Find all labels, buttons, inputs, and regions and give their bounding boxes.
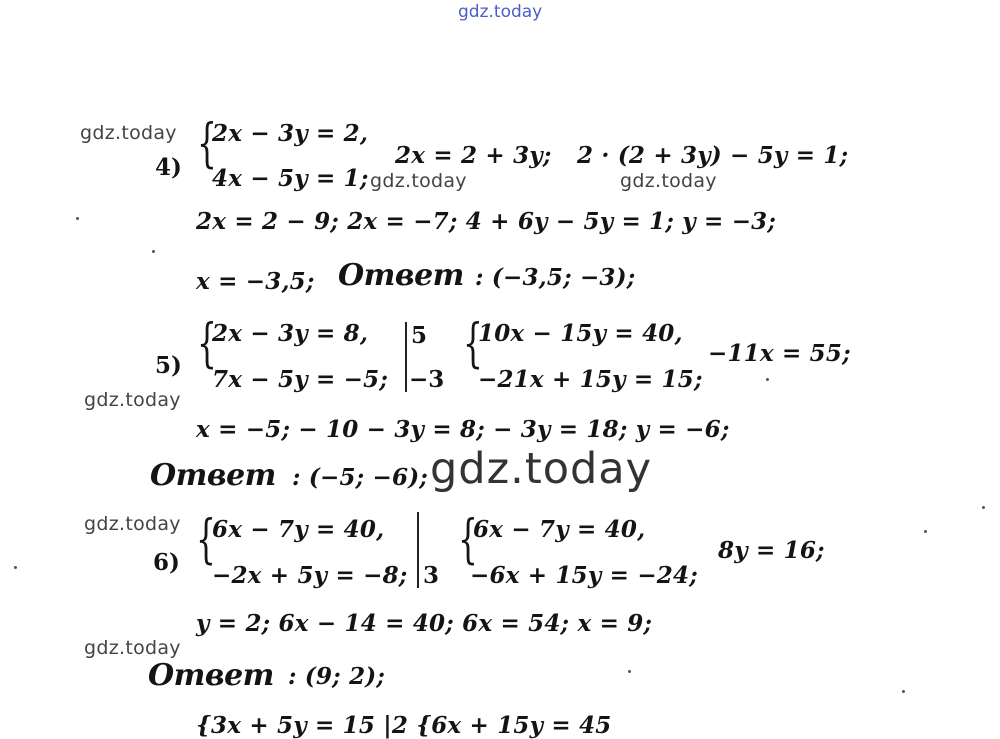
equation: 10x − 15y = 40, <box>478 320 683 347</box>
watermark: gdz.today <box>84 513 181 535</box>
solution-line: y = 2; 6x − 14 = 40; 6x = 54; x = 9; <box>196 610 653 637</box>
equation: −21x + 15y = 15; <box>478 366 703 393</box>
scan-speck <box>152 250 155 253</box>
multiplier: 5 <box>411 322 428 349</box>
scan-speck <box>14 566 17 569</box>
system-brace: { <box>197 314 217 374</box>
problem-number-4: 4) <box>155 154 182 181</box>
multiplier: 3 <box>423 562 440 589</box>
watermark: gdz.today <box>80 122 177 144</box>
system-brace: { <box>463 314 483 374</box>
equation: −2x + 5y = −8; <box>212 562 408 589</box>
multiplier-bar <box>417 512 419 588</box>
watermark-top: gdz.today <box>458 2 543 22</box>
watermark-large: gdz.today <box>430 444 653 494</box>
equation: −11x = 55; <box>708 340 851 367</box>
watermark: gdz.today <box>84 389 181 411</box>
equation: 6x − 7y = 40, <box>473 516 646 543</box>
answer-label: Ответ <box>338 258 464 293</box>
equation: 2x − 3y = 8, <box>212 320 369 347</box>
scan-speck <box>924 530 927 533</box>
scan-speck <box>628 670 631 673</box>
scan-speck <box>76 217 79 220</box>
watermark: gdz.today <box>84 637 181 659</box>
equation: 6x − 7y = 40, <box>212 516 385 543</box>
solution-line: x = −3,5; <box>196 268 315 295</box>
system-brace: { <box>458 510 478 570</box>
watermark: gdz.today <box>370 170 467 192</box>
scan-speck <box>982 506 985 509</box>
partial-line: {3x + 5y = 15 |2 {6x + 15y = 45 <box>196 712 612 739</box>
system-brace: { <box>197 114 217 174</box>
answer-value: : (−3,5; −3); <box>475 264 636 291</box>
problem-number-6: 6) <box>153 549 180 576</box>
equation: 2x − 3y = 2, <box>212 120 369 147</box>
problem-number-5: 5) <box>155 352 182 379</box>
watermark: gdz.today <box>620 170 717 192</box>
answer-label: Ответ <box>150 458 276 493</box>
solution-line: 2x = 2 − 9; 2x = −7; 4 + 6y − 5y = 1; y = −3; <box>196 208 777 235</box>
scan-speck <box>766 378 769 381</box>
equation: 2 · (2 + 3y) − 5y = 1; <box>577 142 849 169</box>
system-brace: { <box>196 510 216 570</box>
equation: −6x + 15y = −24; <box>470 562 698 589</box>
equation: 2x = 2 + 3y; <box>395 142 552 169</box>
solution-line: x = −5; − 10 − 3y = 8; − 3y = 18; y = −6; <box>196 416 730 443</box>
answer-value: : (−5; −6); <box>292 464 428 491</box>
equation: 7x − 5y = −5; <box>212 366 389 393</box>
equation: 8y = 16; <box>718 537 825 564</box>
answer-label: Ответ <box>148 658 274 693</box>
answer-value: : (9; 2); <box>288 663 386 690</box>
equation: 4x − 5y = 1; <box>212 165 369 192</box>
multiplier: −3 <box>409 366 445 393</box>
multiplier-bar <box>405 322 407 392</box>
scan-speck <box>902 690 905 693</box>
